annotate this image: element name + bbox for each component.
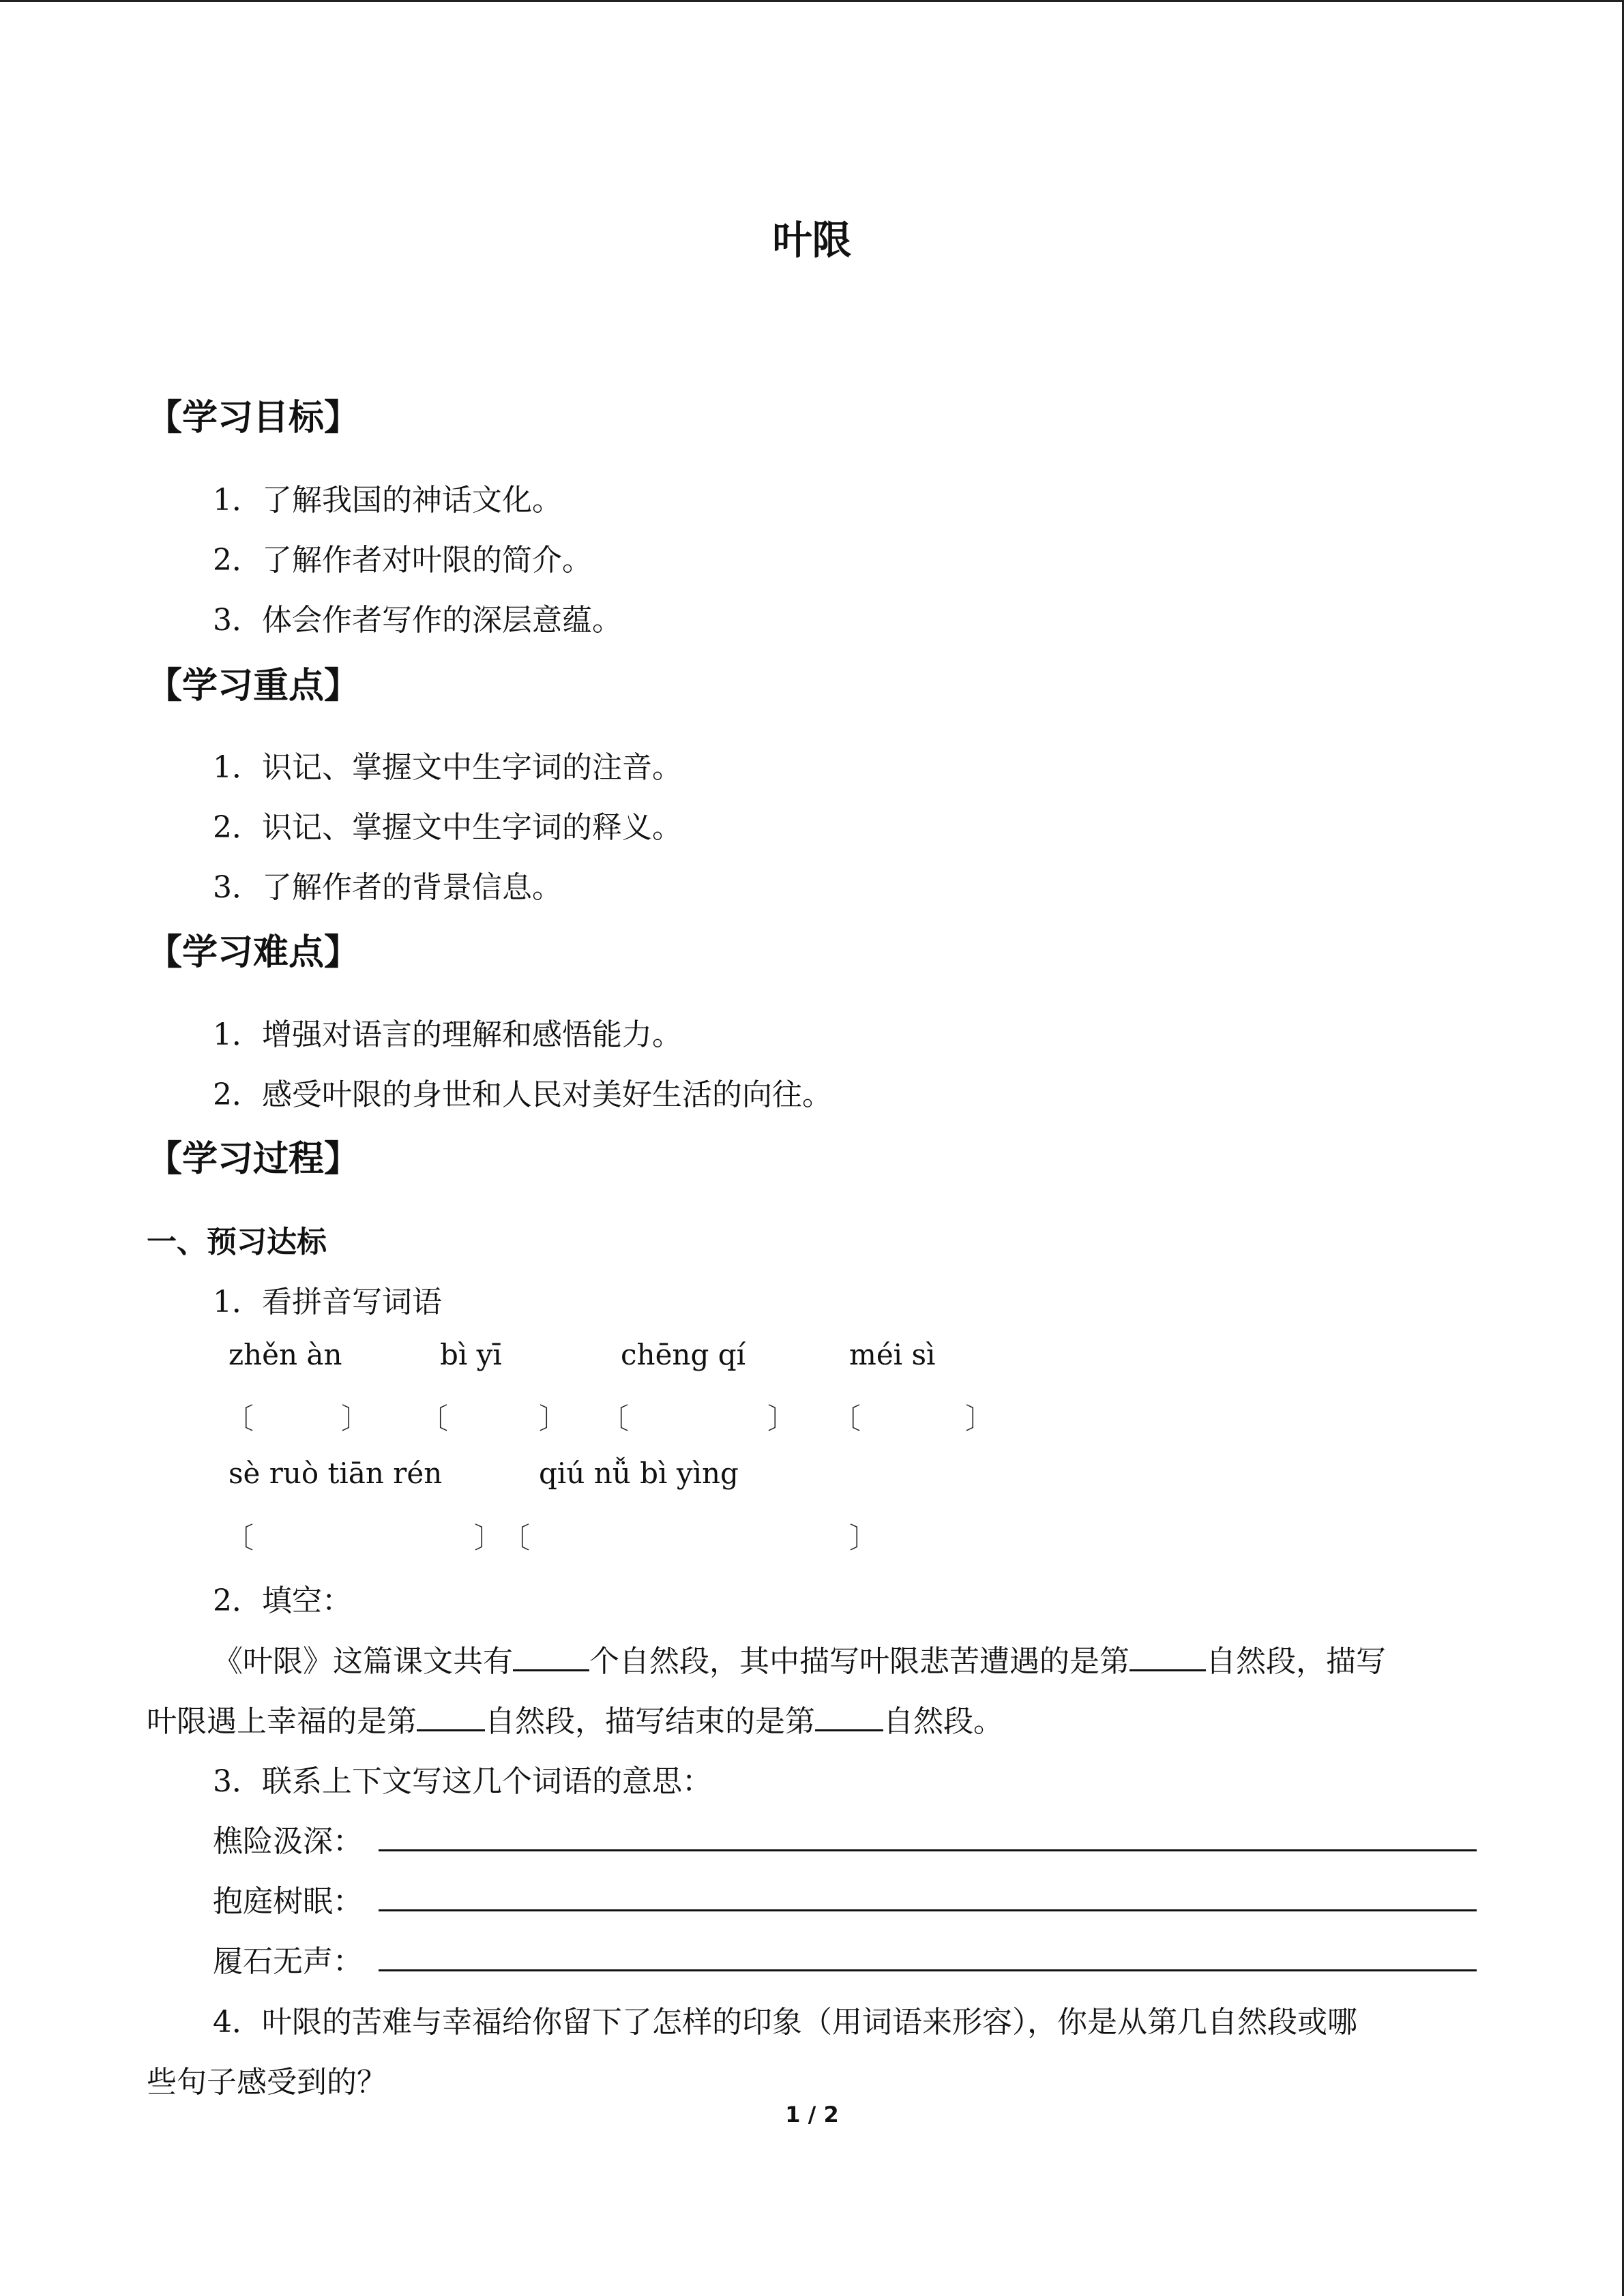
difficulty-item: 1．增强对语言的理解和感悟能力。 — [213, 1017, 682, 1052]
difficulty-item: 2．感受叶限的身世和人民对美好生活的向往。 — [213, 1077, 832, 1112]
goal-item: 1．了解我国的神话文化。 — [213, 483, 562, 518]
fill-blank[interactable] — [513, 1641, 589, 1671]
answer-bracket-open: 〔 — [419, 1402, 449, 1435]
answer-bracket-open: 〔 — [225, 1402, 254, 1435]
goal-item: 2．了解作者对叶限的简介。 — [213, 543, 592, 578]
pinyin-seruotianren: sè ruò tiān rén — [228, 1457, 443, 1490]
page-number: 1 / 2 — [785, 2102, 839, 2128]
answer-bracket-open: 〔 — [501, 1521, 531, 1555]
answer-bracket-close: 〕 — [849, 1521, 879, 1555]
pinyin-zhenan: zhěn àn — [228, 1338, 342, 1371]
section-preview-heading: 一、预习达标 — [147, 1225, 327, 1259]
pinyin-chengqi: chēng qí — [621, 1338, 746, 1371]
term-label: 履石无声： — [213, 1944, 363, 1979]
question-2-line-2 — [147, 1697, 1003, 1740]
key-points-heading: 【学习重点】 — [147, 666, 360, 706]
question-4-line-1: 4．叶限的苦难与幸福给你留下了怎样的印象（用词语来形容），你是从第几自然段或哪 — [213, 2005, 1357, 2040]
q2-text: 自然段，描写结束的是第 — [485, 1704, 815, 1739]
q2-text: 自然段。 — [883, 1704, 1003, 1739]
answer-bracket-close: 〕 — [474, 1521, 503, 1555]
q2-text: 自然段，描写 — [1206, 1644, 1386, 1679]
answer-line[interactable] — [379, 1969, 1477, 1971]
question-2-label: 2．填空： — [213, 1583, 352, 1618]
pinyin-qiunubiying: qiú nǚ bì yìng — [539, 1457, 739, 1490]
key-point-item: 3．了解作者的背景信息。 — [213, 870, 562, 905]
goal-item: 3．体会作者写作的深层意蕴。 — [213, 603, 622, 638]
answer-line[interactable] — [379, 1849, 1477, 1851]
question-3-label: 3．联系上下文写这几个词语的意思： — [213, 1764, 712, 1799]
question-1-label: 1．看拼音写词语 — [213, 1285, 442, 1320]
page-border-top — [0, 0, 1624, 2]
page-title: 叶限 — [772, 217, 852, 263]
pinyin-biyi: bì yī — [440, 1338, 502, 1371]
answer-bracket-open: 〔 — [832, 1402, 861, 1435]
term-label: 抱庭树眠： — [213, 1884, 363, 1919]
answer-bracket-open: 〔 — [600, 1402, 630, 1435]
q2-text: 叶限遇上幸福的是第 — [147, 1704, 417, 1739]
pinyin-meisi: méi sì — [849, 1338, 936, 1371]
answer-line[interactable] — [379, 1909, 1477, 1911]
question-2-line-1 — [213, 1637, 1386, 1680]
answer-bracket-close: 〕 — [539, 1402, 568, 1435]
answer-bracket-close: 〕 — [965, 1402, 994, 1435]
answer-bracket-open: 〔 — [225, 1521, 254, 1555]
difficulties-heading: 【学习难点】 — [147, 932, 360, 973]
key-point-item: 2．识记、掌握文中生字词的释义。 — [213, 810, 682, 845]
key-point-item: 1．识记、掌握文中生字词的注音。 — [213, 750, 682, 785]
term-label: 樵险汲深： — [213, 1824, 363, 1859]
goals-heading: 【学习目标】 — [147, 398, 360, 438]
q2-text: 《叶限》这篇课文共有 — [213, 1644, 513, 1679]
fill-blank[interactable] — [417, 1701, 485, 1731]
fill-blank[interactable] — [1130, 1641, 1206, 1671]
question-4-line-2: 些句子感受到的？ — [147, 2065, 387, 2100]
fill-blank[interactable] — [815, 1701, 883, 1731]
answer-bracket-close: 〕 — [767, 1402, 797, 1435]
process-heading: 【学习过程】 — [147, 1139, 360, 1180]
answer-bracket-close: 〕 — [341, 1402, 370, 1435]
q2-text: 个自然段，其中描写叶限悲苦遭遇的是第 — [589, 1644, 1130, 1679]
